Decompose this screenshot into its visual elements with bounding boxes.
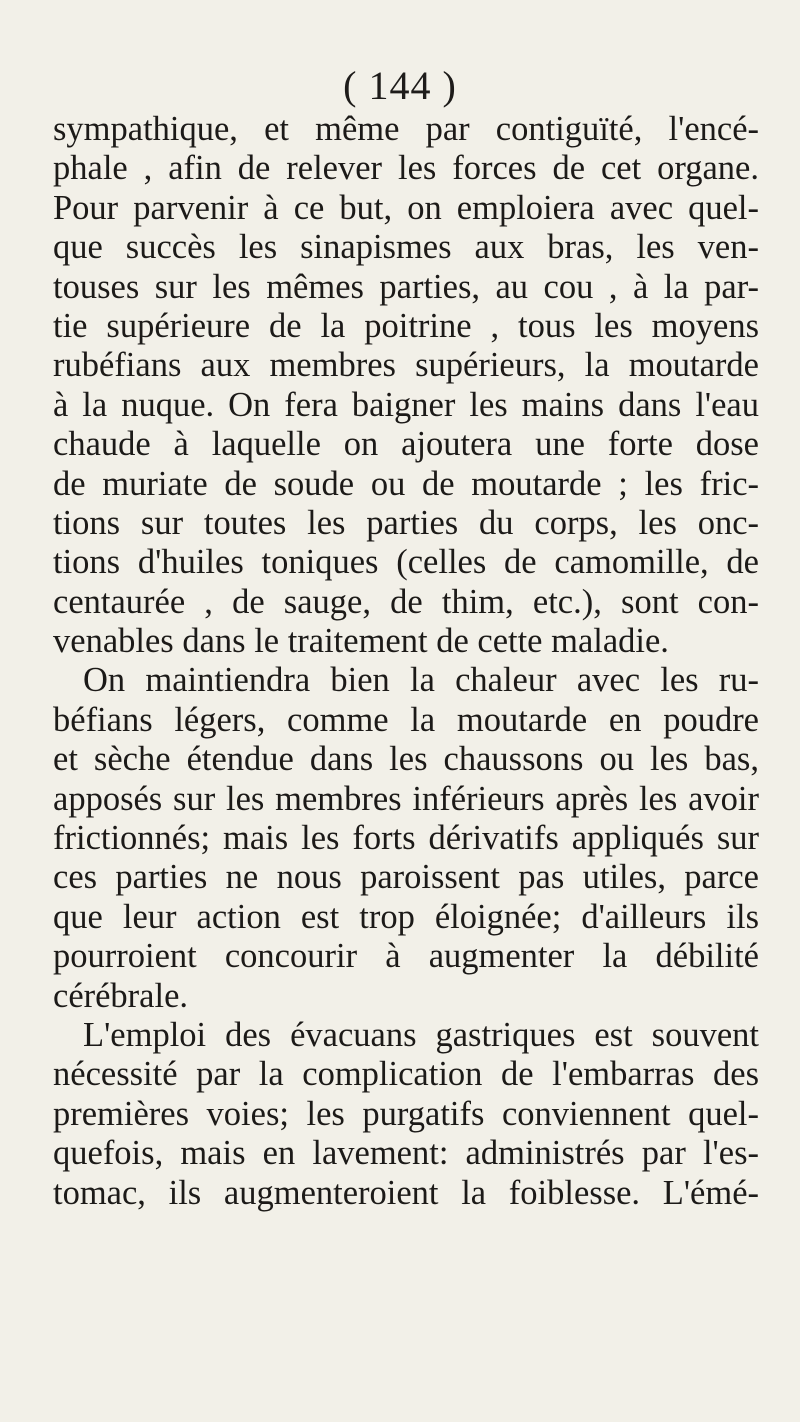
text-line-17: et sèche étendue dans les chaussons ou les bas, <box>53 740 759 779</box>
text-line-21: que leur action est trop éloignée; d'ailleurs ils <box>53 897 759 936</box>
page-number: ( 144 ) <box>343 63 457 108</box>
text-line-12: tions d'huiles toniques (celles de camomille, de <box>53 543 759 582</box>
text-line-15: On maintiendra bien la chaleur avec les ru- <box>83 661 759 700</box>
text-line-24: L'emploi des évacuans gastriques est souvent <box>83 1015 759 1054</box>
text-line-19: frictionnés; mais les forts dérivatifs appliqués sur <box>53 819 759 858</box>
text-line-2: phale , afin de relever les forces de cet organe. <box>53 149 759 188</box>
text-line-20: ces parties ne nous paroissent pas utiles, parce <box>53 858 759 897</box>
text-line-18: apposés sur les membres inférieurs après les avoir <box>53 779 759 818</box>
text-line-10: de muriate de soude ou de moutarde ; les fric- <box>53 464 759 503</box>
text-line-14: venables dans le traitement de cette maladie. <box>53 622 669 661</box>
text-line-28: tomac, ils augmenteroient la foiblesse. L'émé- <box>53 1173 759 1212</box>
text-line-13: centaurée , de sauge, de thim, etc.), sont con- <box>53 582 759 621</box>
text-line-3: Pour parvenir à ce but, on emploiera avec quel- <box>53 188 759 227</box>
text-line-23: cérébrale. <box>53 976 189 1015</box>
text-line-4: que succès les sinapismes aux bras, les ven- <box>53 228 759 267</box>
text-line-9: chaude à laquelle on ajoutera une forte dose <box>53 425 759 464</box>
text-line-25: nécessité par la complication de l'embarras des <box>53 1055 759 1094</box>
text-line-11: tions sur toutes les parties du corps, les onc- <box>53 503 759 542</box>
text-line-5: touses sur les mêmes parties, au cou , à la par- <box>53 267 759 306</box>
text-line-7: rubéfians aux membres supérieurs, la moutarde <box>53 346 759 385</box>
text-line-27: quefois, mais en lavement: administrés par l'es- <box>53 1134 759 1173</box>
text-line-6: tie supérieure de la poitrine , tous les moyens <box>53 306 759 345</box>
body-text <box>53 110 759 1213</box>
text-line-1: sympathique, et même par contiguïté, l'encé- <box>53 110 759 148</box>
text-line-16: béfians légers, comme la moutarde en poudre <box>53 700 759 739</box>
text-line-22: pourroient concourir à augmenter la débilité <box>53 937 759 976</box>
text-line-26: premières voies; les purgatifs conviennent quel- <box>53 1094 759 1133</box>
text-line-8: à la nuque. On fera baigner les mains dans l'eau <box>53 385 759 424</box>
